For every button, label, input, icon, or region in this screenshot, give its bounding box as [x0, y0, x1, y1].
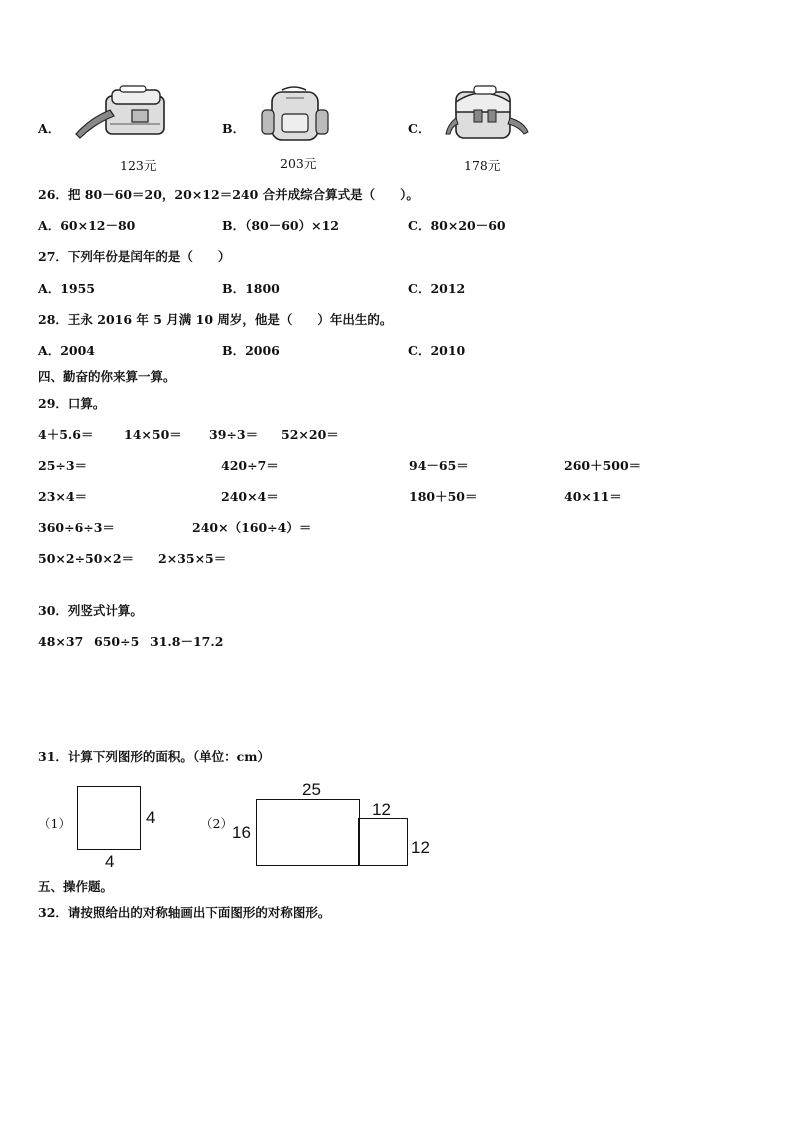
q27-option-a: A．1955 — [38, 281, 95, 296]
q27-stem: 27．下列年份是闰年的是（ ） — [38, 249, 231, 264]
q29-item: 39÷3＝ — [209, 427, 259, 442]
q29-item: 23×4＝ — [38, 489, 88, 504]
q28-stem: 28．王永 2016 年 5 月满 10 周岁，他是（ ）年出生的。 — [38, 312, 393, 327]
q27-option-c: C．2012 — [408, 281, 466, 296]
messenger-bag-icon — [70, 84, 170, 146]
small-square-right-label: 12 — [411, 838, 430, 857]
q29-item: 420÷7＝ — [221, 458, 279, 473]
q29-item: 52×20＝ — [281, 427, 339, 442]
small-square-figure — [358, 818, 408, 866]
q29-item: 360÷6÷3＝ — [38, 520, 115, 535]
school-bag-icon — [444, 82, 532, 144]
q25-price-b: 203元 — [280, 156, 317, 171]
q26-option-c: C．80×20－60 — [408, 218, 506, 233]
q30-item: 650÷5 — [94, 634, 140, 649]
q29-item: 94－65＝ — [409, 458, 469, 473]
q30-item: 31.8－17.2 — [150, 634, 224, 649]
large-rectangle-figure — [256, 799, 360, 866]
q29-item: 240×（160÷4）＝ — [192, 520, 312, 535]
q25-price-c: 178元 — [464, 158, 501, 173]
q30-item: 48×37 — [38, 634, 84, 649]
q32-stem: 32．请按照给出的对称轴画出下面图形的对称图形。 — [38, 905, 331, 920]
section-4-heading: 四、勤奋的你来算一算。 — [38, 369, 176, 384]
q26-option-a: A．60×12－80 — [38, 218, 136, 233]
section-5-heading: 五、操作题。 — [38, 879, 114, 894]
q29-item: 240×4＝ — [221, 489, 279, 504]
q31-fig2-label: （2） — [200, 816, 233, 831]
q28-option-c: C．2010 — [408, 343, 466, 358]
square-side-right-label: 4 — [146, 808, 156, 827]
q26-option-b: B．（80－60）×12 — [222, 218, 339, 233]
square-side-bottom-label: 4 — [105, 852, 115, 871]
q29-item: 50×2÷50×2＝ — [38, 551, 135, 566]
q25-option-c-letter: C． — [408, 121, 431, 136]
large-rectangle-top-label: 25 — [302, 780, 321, 799]
large-rectangle-left-label: 16 — [232, 823, 251, 842]
q29-item: 4＋5.6＝ — [38, 427, 94, 442]
q25-option-b-letter: B． — [222, 121, 246, 136]
q25-price-a: 123元 — [120, 158, 157, 173]
q31-fig1-label: （1） — [38, 816, 71, 831]
q29-item: 40×11＝ — [564, 489, 622, 504]
backpack-icon — [258, 84, 330, 146]
q31-stem: 31．计算下列图形的面积。（单位：cm） — [38, 749, 270, 764]
q26-stem: 26．把 80－60＝20，20×12＝240 合并成综合算式是（ ）。 — [38, 187, 419, 202]
square-figure — [77, 786, 141, 850]
q28-option-b: B．2006 — [222, 343, 280, 358]
q29-item: 14×50＝ — [124, 427, 182, 442]
q28-option-a: A．2004 — [38, 343, 95, 358]
q29-item: 180＋50＝ — [409, 489, 478, 504]
q29-item: 260＋500＝ — [564, 458, 642, 473]
q27-option-b: B．1800 — [222, 281, 280, 296]
q29-item: 2×35×5＝ — [158, 551, 227, 566]
small-square-top-label: 12 — [372, 800, 391, 819]
q29-stem: 29．口算。 — [38, 396, 106, 411]
q30-stem: 30．列竖式计算。 — [38, 603, 143, 618]
q25-option-a-letter: A． — [38, 121, 61, 136]
q29-item: 25÷3＝ — [38, 458, 88, 473]
